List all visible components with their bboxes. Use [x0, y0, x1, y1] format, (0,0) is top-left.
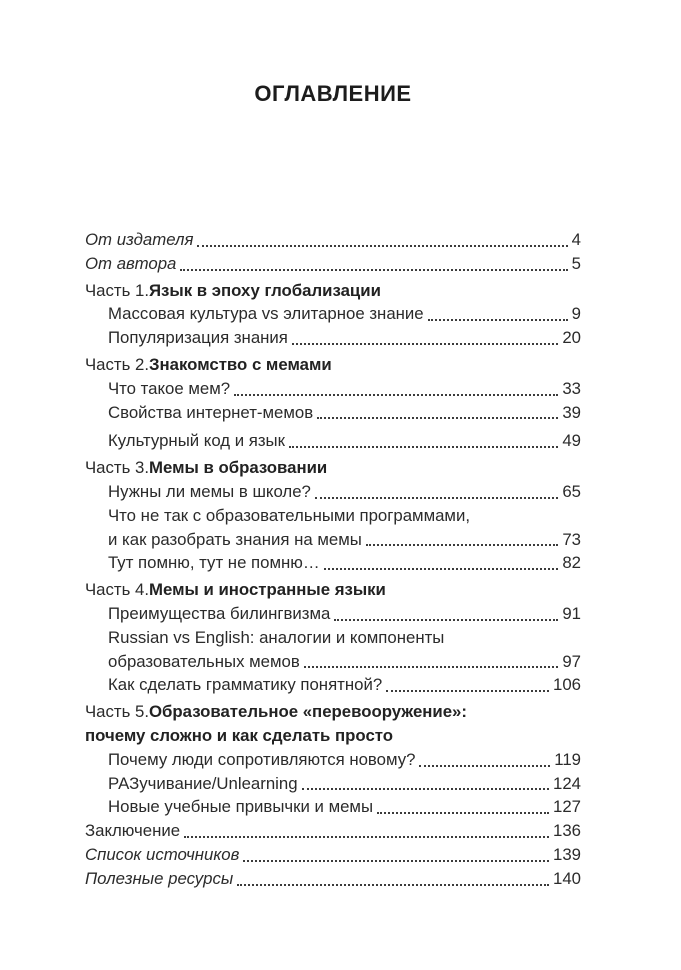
page-number: 127	[553, 797, 581, 817]
toc-entry-line	[85, 748, 581, 772]
toc-entry-line	[85, 673, 581, 697]
part-title: Образовательное «перевооружение»:	[149, 702, 467, 722]
entry-text: Что не так с образовательными программами,	[108, 505, 471, 525]
toc-entry-line	[85, 650, 581, 674]
entry-text: Популяризация знания	[108, 328, 288, 348]
page-number: 106	[553, 675, 581, 695]
toc-entry-line	[85, 480, 581, 504]
toc-entry-line	[85, 602, 581, 626]
dot-leader	[317, 417, 558, 419]
part-title: Язык в эпоху глобализации	[149, 280, 381, 300]
dot-leader	[324, 568, 559, 570]
part-prefix: Часть 1.	[85, 280, 149, 300]
toc-entry-line	[85, 795, 581, 819]
entry-text: Что такое мем?	[108, 378, 231, 398]
entry-text: Тут помню, тут не помню…	[108, 553, 320, 573]
dot-leader	[366, 544, 559, 546]
entry-text: Свойства интернет-мемов	[108, 402, 314, 422]
page-number: 5	[571, 253, 581, 273]
dot-leader	[377, 812, 549, 814]
toc-entry-line	[85, 228, 581, 252]
dot-leader	[234, 394, 558, 396]
dot-leader	[334, 619, 558, 621]
part-title: Знакомство с мемами	[149, 354, 332, 374]
toc-entry-line	[85, 528, 581, 552]
part-prefix: Часть 2.	[85, 354, 149, 374]
entry-text: Russian vs English: аналогии и компоненты	[108, 627, 445, 647]
dot-leader	[180, 269, 567, 271]
dot-leader	[428, 319, 568, 321]
dot-leader	[304, 666, 559, 668]
toc-part-line	[85, 578, 581, 602]
toc-entry-line	[85, 867, 581, 891]
dot-leader	[243, 860, 549, 862]
dot-leader	[292, 343, 558, 345]
page-number: 91	[562, 603, 581, 623]
entry-text: образовательных мемов	[108, 651, 300, 671]
page-number: 39	[562, 402, 581, 422]
page-number: 119	[554, 749, 581, 769]
part-prefix: Часть 3.	[85, 458, 149, 478]
toc-entry-line	[85, 626, 581, 650]
page-number: 97	[562, 651, 581, 671]
page-number: 49	[562, 431, 581, 451]
toc-list	[85, 228, 581, 891]
page-number: 140	[553, 868, 581, 888]
dot-leader	[419, 765, 550, 767]
entry-text: Культурный код и язык	[108, 431, 285, 451]
toc-entry-line	[85, 377, 581, 401]
entry-text: Преимущества билингвизма	[108, 603, 331, 623]
page-number: 9	[571, 304, 581, 324]
entry-text: Почему люди сопротивляются новому?	[108, 749, 416, 769]
entry-text: Нужны ли мемы в школе?	[108, 481, 311, 501]
toc-entry-line	[85, 504, 581, 528]
dot-leader	[197, 245, 567, 247]
toc-entry-line	[85, 401, 581, 425]
part-title: Мемы и иностранные языки	[149, 580, 386, 600]
page-number: 124	[553, 773, 581, 793]
dot-leader	[289, 446, 558, 448]
dot-leader	[386, 690, 549, 692]
toc-entry-line	[85, 326, 581, 350]
dot-leader	[315, 497, 558, 499]
toc-part-line	[85, 724, 581, 748]
toc-part-line	[85, 279, 581, 303]
entry-text: РАЗучивание/Unlearning	[108, 773, 298, 793]
page-number: 136	[553, 821, 581, 841]
part-prefix: Часть 5.	[85, 702, 149, 722]
page-number: 73	[562, 529, 581, 549]
page-number: 20	[562, 328, 581, 348]
part-prefix: Часть 4.	[85, 580, 149, 600]
toc-part-line	[85, 456, 581, 480]
entry-text: От автора	[85, 253, 177, 273]
page-number: 139	[553, 844, 581, 864]
page-number: 33	[562, 378, 581, 398]
entry-text: Новые учебные привычки и мемы	[108, 797, 374, 817]
toc-entry-line	[85, 843, 581, 867]
dot-leader	[302, 788, 549, 790]
toc-entry-line	[85, 772, 581, 796]
entry-text: Как сделать грамматику понятной?	[108, 675, 383, 695]
entry-text: От издателя	[85, 230, 194, 249]
toc-entry-line	[85, 302, 581, 326]
page-number: 65	[562, 481, 581, 501]
toc-entry-line	[85, 819, 581, 843]
entry-text: Заключение	[85, 821, 181, 841]
part-title: почему сложно и как сделать просто	[85, 725, 394, 745]
page-number: 4	[571, 230, 581, 249]
part-title: Мемы в образовании	[149, 458, 328, 478]
toc-part-line	[85, 353, 581, 377]
entry-text: Полезные ресурсы	[85, 868, 234, 888]
dot-leader	[237, 884, 549, 886]
toc-entry-line	[85, 429, 581, 453]
toc-entry-line	[85, 551, 581, 575]
page-number: 82	[562, 553, 581, 573]
dot-leader	[184, 836, 549, 838]
entry-text: и как разобрать знания на мемы	[108, 529, 362, 549]
toc-part-line	[85, 700, 581, 724]
entry-text: Список источников	[85, 844, 240, 864]
entry-text: Массовая культура vs элитарное знание	[108, 304, 424, 324]
toc-entry-line	[85, 252, 581, 276]
page-title: ОГЛАВЛЕНИЕ	[254, 81, 412, 106]
